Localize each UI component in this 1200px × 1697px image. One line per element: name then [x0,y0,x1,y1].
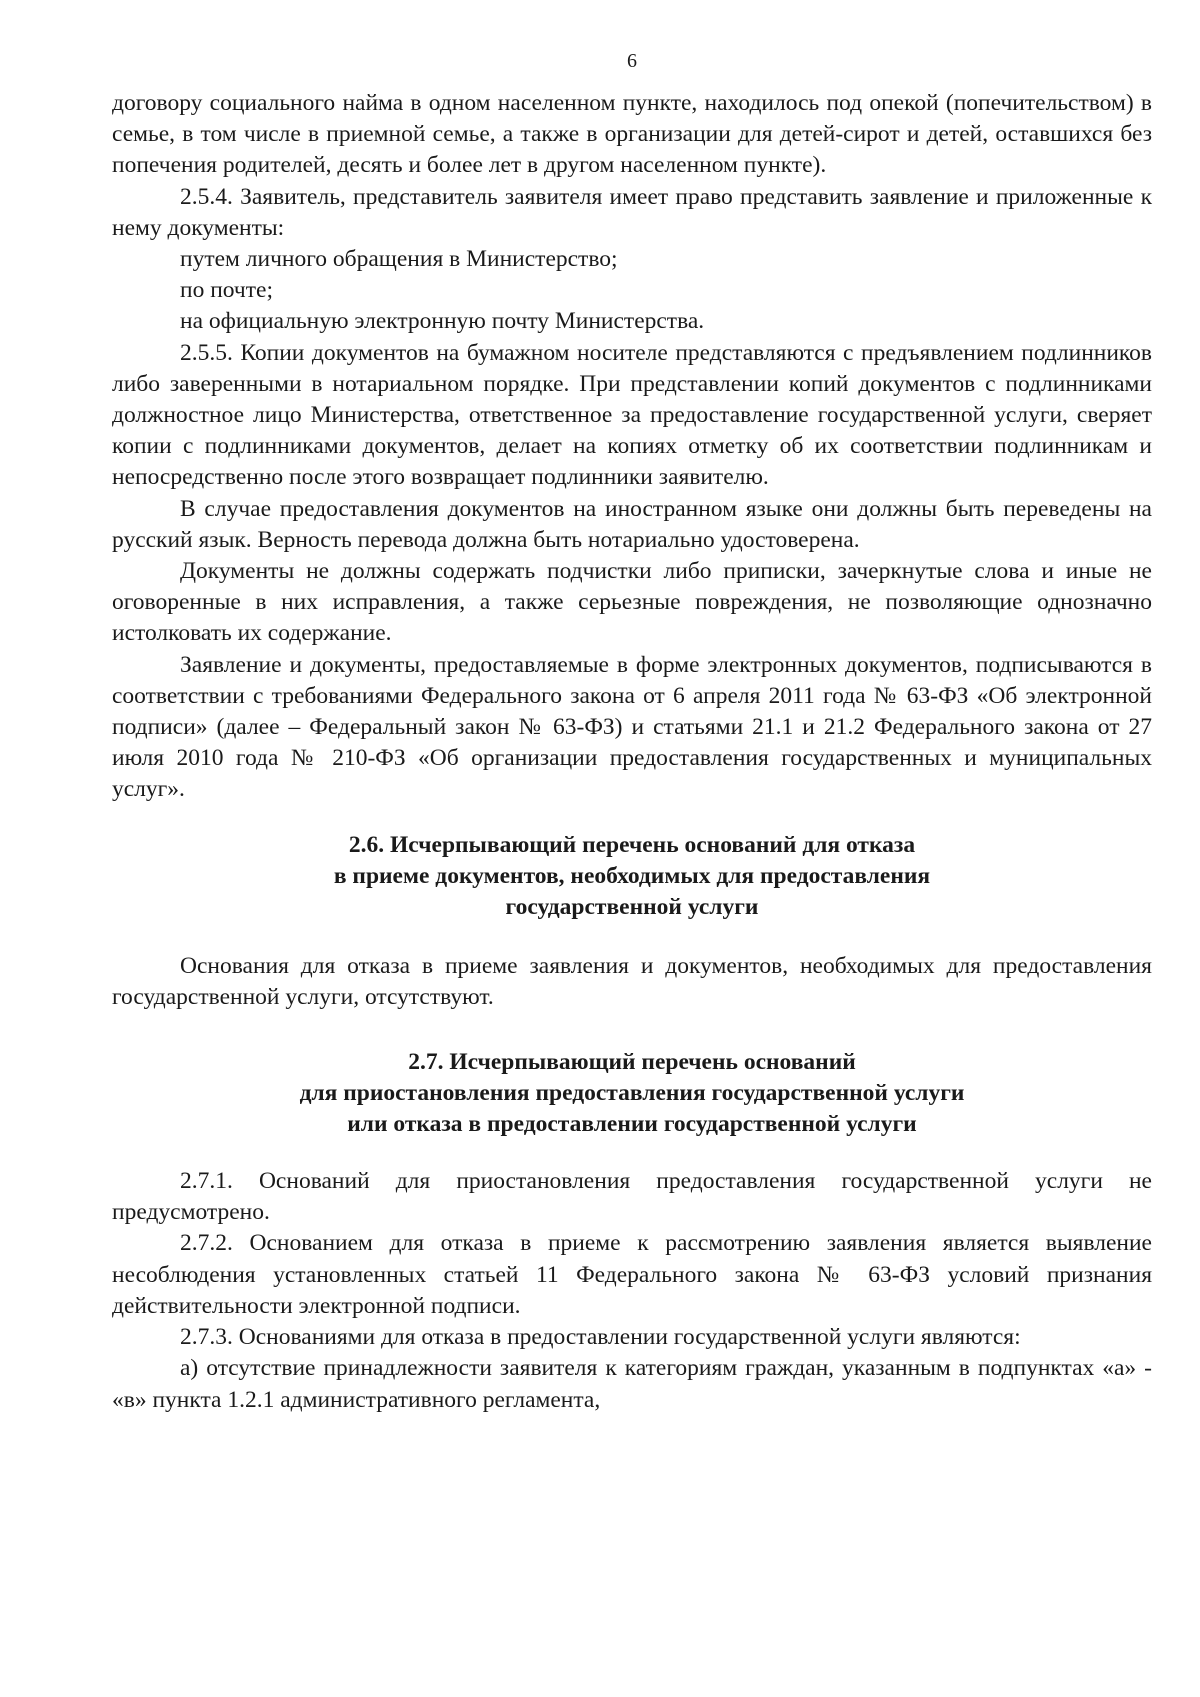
section-heading-2-7 [112,1047,1152,1140]
paragraph-2-6: Основания для отказа в приеме заявления и документов, необходимых для предоставления государственной услуги, отсутствуют. [112,952,1152,1010]
page-number: 6 [627,50,637,72]
paragraph-2-7-2: 2.7.2. Основанием для отказа в приеме к рассмотрению заявления является выявление несоблюдения установленных статьей 11 Федерального закона № 63-ФЗ условий признания действительности электронной подписи. [112,1230,1152,1319]
paragraph-document-requirements: Документы не должны содержать подчистки либо приписки, зачеркнутые слова и иные не оговоренные в них исправления, а также серьезные повреждения, не позволяющие однозначно истолковать их содержание. [112,558,1152,647]
list-item-in-person: путем личного обращения в Министерство; [180,246,618,273]
heading-2-6-line-3: государственной услуги [505,893,759,920]
paragraph-2-7-3: 2.7.3. Основаниями для отказа в предоставлении государственной услуги являются: [180,1324,1021,1351]
paragraph-2-5-5: 2.5.5. Копии документов на бумажном носителе представляются с предъявлением подлинников либо заверенными в нотариальном порядке. При представлении копий документов с подлинниками должностное лицо Министерства, ответственное за предоставление государственной услуги, сверяет копии с подлинниками документов, делает на копиях отметку об их соответствии подлинникам и непосредственно после этого возвращает подлинники заявителю. [112,339,1152,491]
paragraph-foreign-language: В случае предоставления документов на иностранном языке они должны быть переведены на русский язык. Верность перевода должна быть нотариально удостоверена. [112,495,1152,553]
section-heading-2-6 [112,830,1152,923]
paragraph-electronic-signature: Заявление и документы, предоставляемые в форме электронных документов, подписываются в соответствии с требованиями Федерального закона от 6 апреля 2011 года № 63-ФЗ «Об электронной подписи» (далее – Федеральный закон № 63-ФЗ) и статьями 21.1 и 21.2 Федерального закона от 27 июля 2010 года № 210-ФЗ «Об организации предоставления государственных и муниципальных услуг». [112,651,1152,803]
paragraph-continuation: договору социального найма в одном населенном пункте, находилось под опекой (попечительством) в семье, в том числе в приемной семье, а также в организации для детей-сирот и детей, оставшихся без попечения родителей, десять и более лет в другом населенном пункте). [112,90,1152,179]
document-page [112,40,1152,1680]
list-item-a: а) отсутствие принадлежности заявителя к категориям граждан, указанным в подпунктах «а» - «в» пункта 1.2.1 административного регламента, [112,1355,1152,1413]
heading-2-7-line-2: для приостановления предоставления государственной услуги [299,1080,965,1107]
heading-2-6-line-1: 2.6. Исчерпывающий перечень оснований для отказа [348,831,916,858]
list-item-by-email: на официальную электронную почту Министерства. [180,308,705,335]
paragraph-2-5-4: 2.5.4. Заявитель, представитель заявителя имеет право представить заявление и приложенные к нему документы: [112,183,1152,241]
heading-2-6-line-2: в приеме документов, необходимых для предоставления [333,862,931,889]
heading-2-7-line-3: или отказа в предоставлении государственной услуги [347,1111,917,1138]
heading-2-7-line-1: 2.7. Исчерпывающий перечень оснований [408,1049,856,1076]
list-item-by-mail: по почте; [180,277,273,304]
paragraph-2-7-1: 2.7.1. Оснований для приостановления предоставления государственной услуги не предусмотрено. [112,1168,1152,1226]
